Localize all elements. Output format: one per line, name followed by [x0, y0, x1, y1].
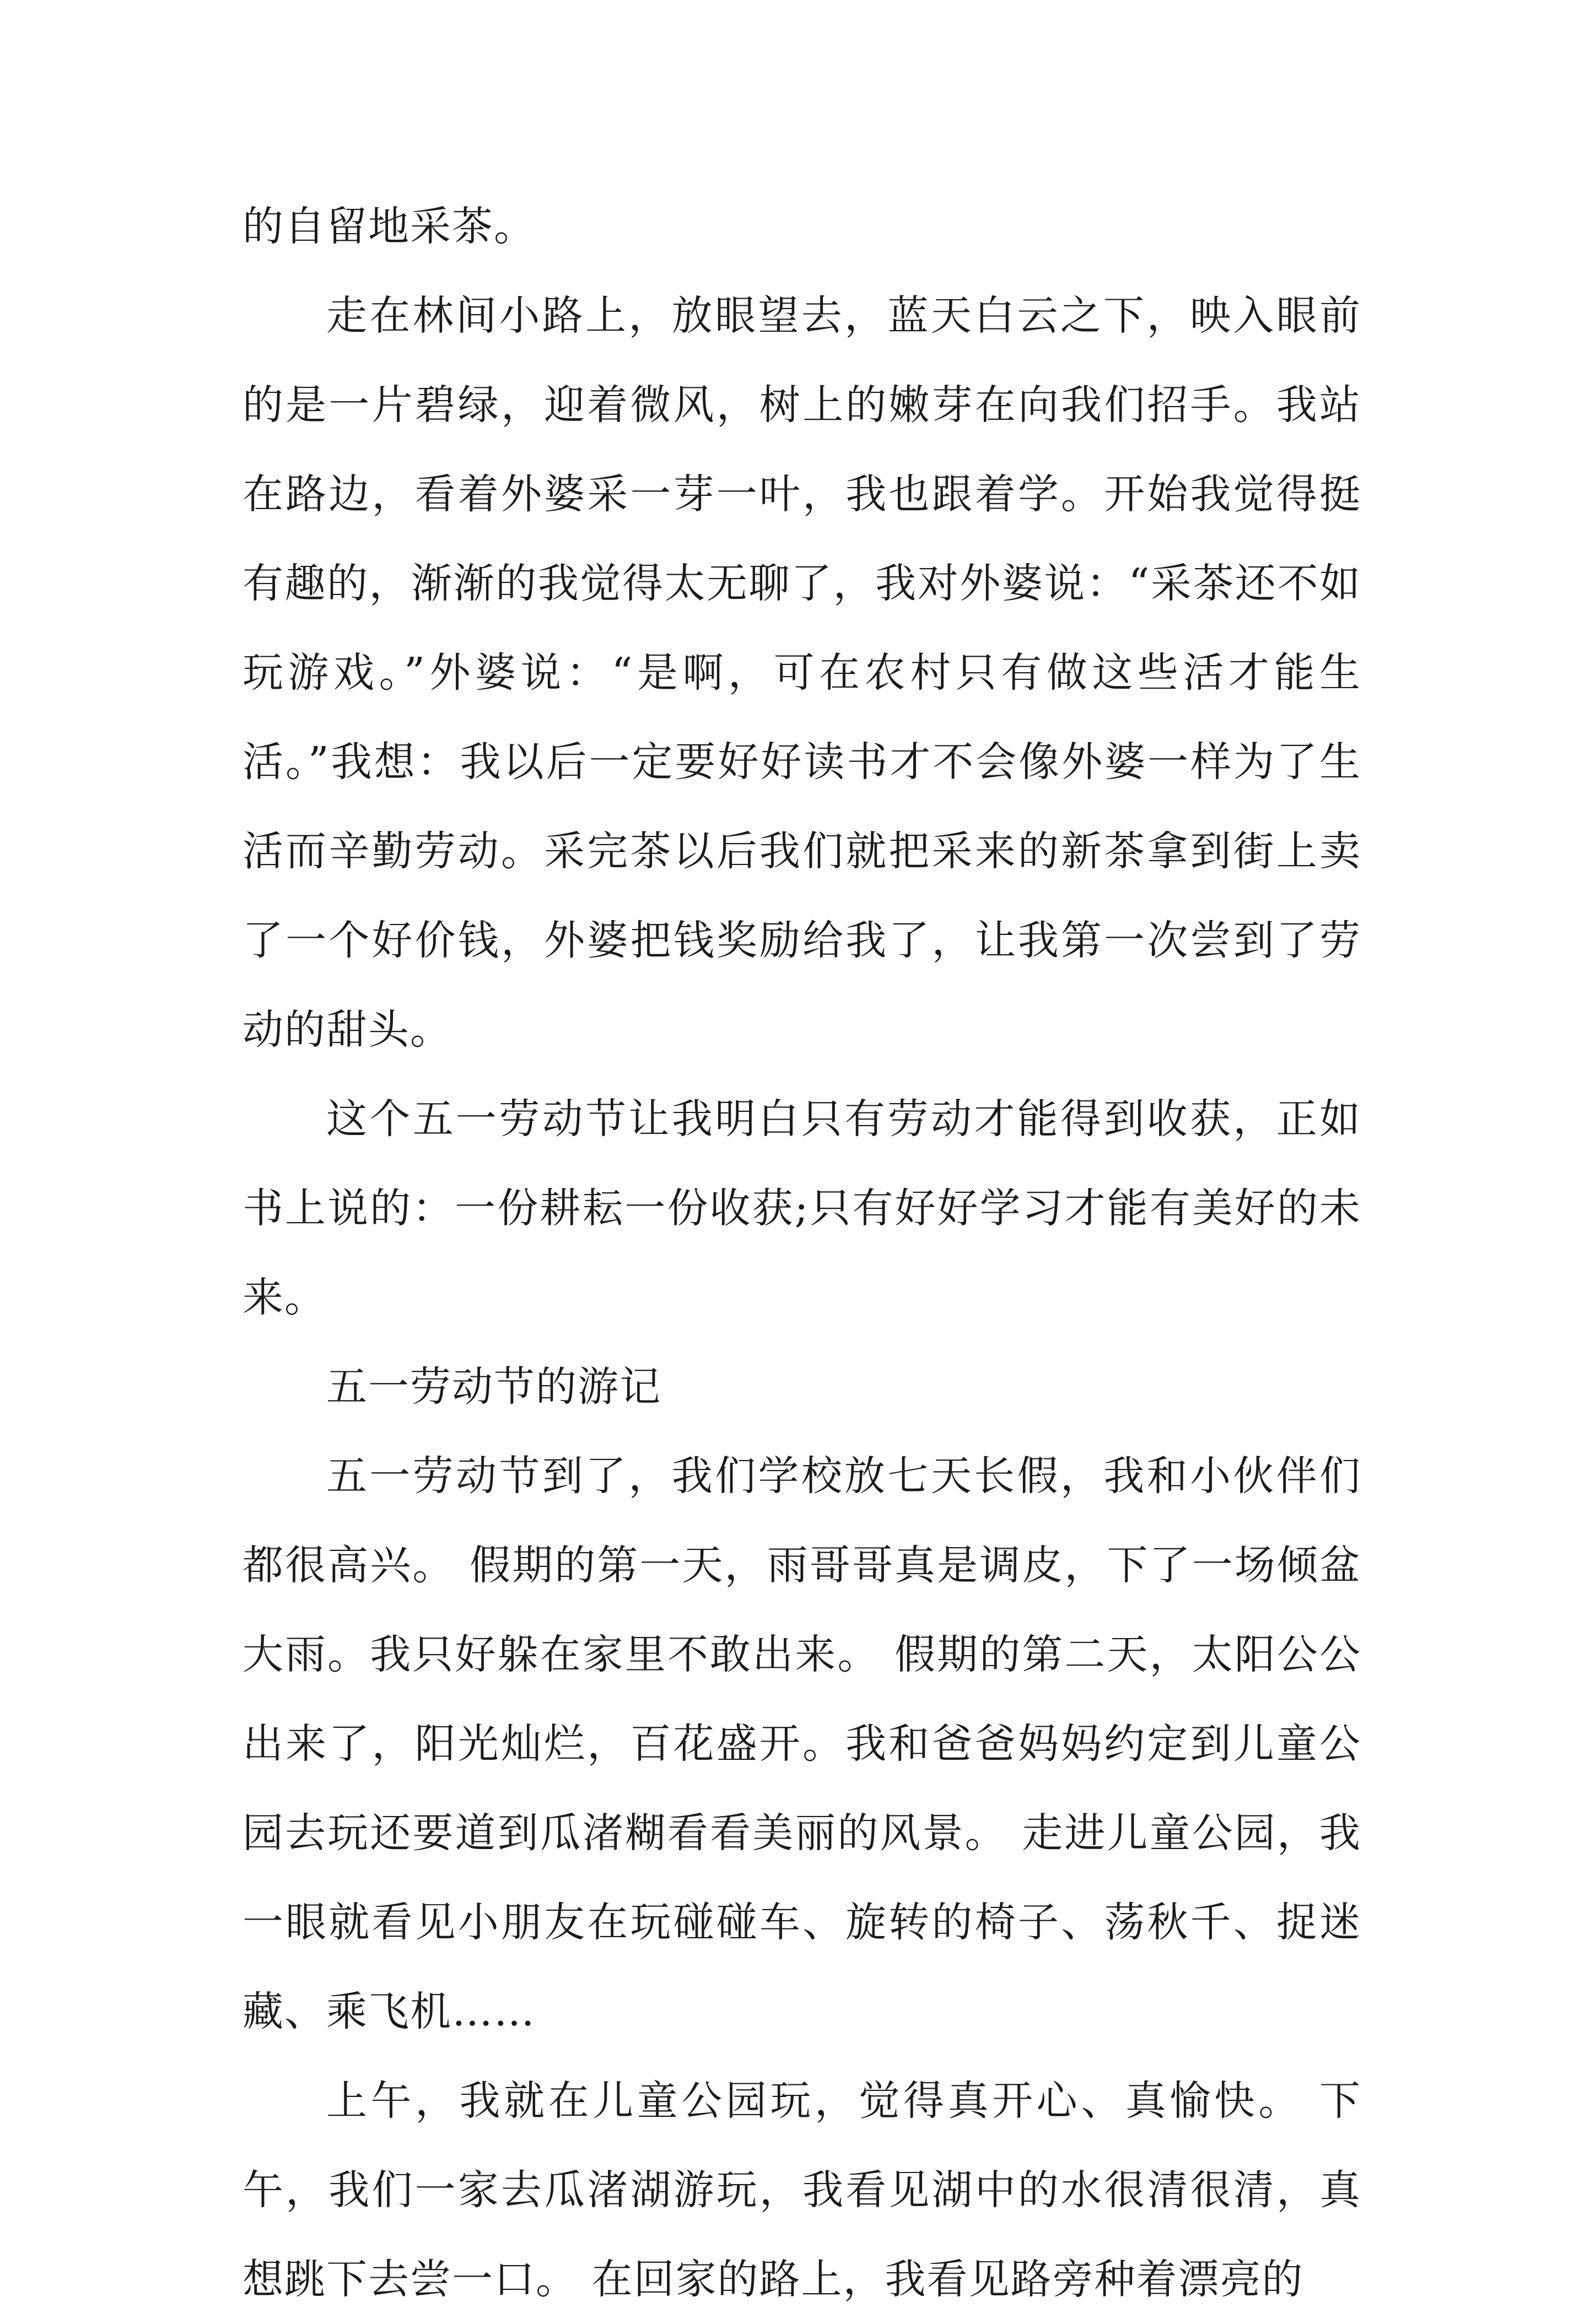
paragraph: 的自留地采茶。 [243, 203, 536, 250]
paragraph: 五一劳动节到了，我们学校放七天长假，我和小伙伴们都很高兴。 假期的第一天，雨哥哥真是调皮，下了一场倾盆大雨。我只好躲在家里不敢出来。 假期的第二天，太阳公公出来了，阳光灿烂，百花盛开。我和爸爸妈妈约定到儿童公园去玩还要道到瓜渚糊看看美丽的风景。 走进儿童公园，我一眼就看见小朋友在玩碰碰车、旋转的椅子、荡秋千、捉迷藏、乘飞机…… [243, 1452, 1361, 2035]
body-text [243, 182, 1361, 2324]
paragraph: 走在林间小路上，放眼望去，蓝天白云之下，映入眼前的是一片碧绿，迎着微风，树上的嫩芽在向我们招手。我站在路边，看着外婆采一芽一叶，我也跟着学。开始我觉得挺有趣的，渐渐的我觉得太无聊了，我对外婆说：“采茶还不如玩游戏。”外婆说：“是啊，可在农村只有做这些活才能生活。”我想：我以后一定要好好读书才不会像外婆一样为了生活而辛勤劳动。采完茶以后我们就把采来的新茶拿到街上卖了一个好价钱，外婆把钱奖励给我了，让我第一次尝到了劳动的甜头。 [243, 292, 1361, 1053]
paragraph: 这个五一劳动节让我明白只有劳动才能得到收获，正如书上说的：一份耕耘一份收获;只有好好学习才能有美好的未来。 [243, 1095, 1361, 1321]
paragraph: 上午，我就在儿童公园玩，觉得真开心、真愉快。 下午，我们一家去瓜渚湖游玩，我看见湖中的水很清很清，真想跳下去尝一口。 在回家的路上，我看见路旁种着漂亮的 [243, 2077, 1361, 2303]
section-title: 五一劳动节的游记 [326, 1363, 661, 1410]
